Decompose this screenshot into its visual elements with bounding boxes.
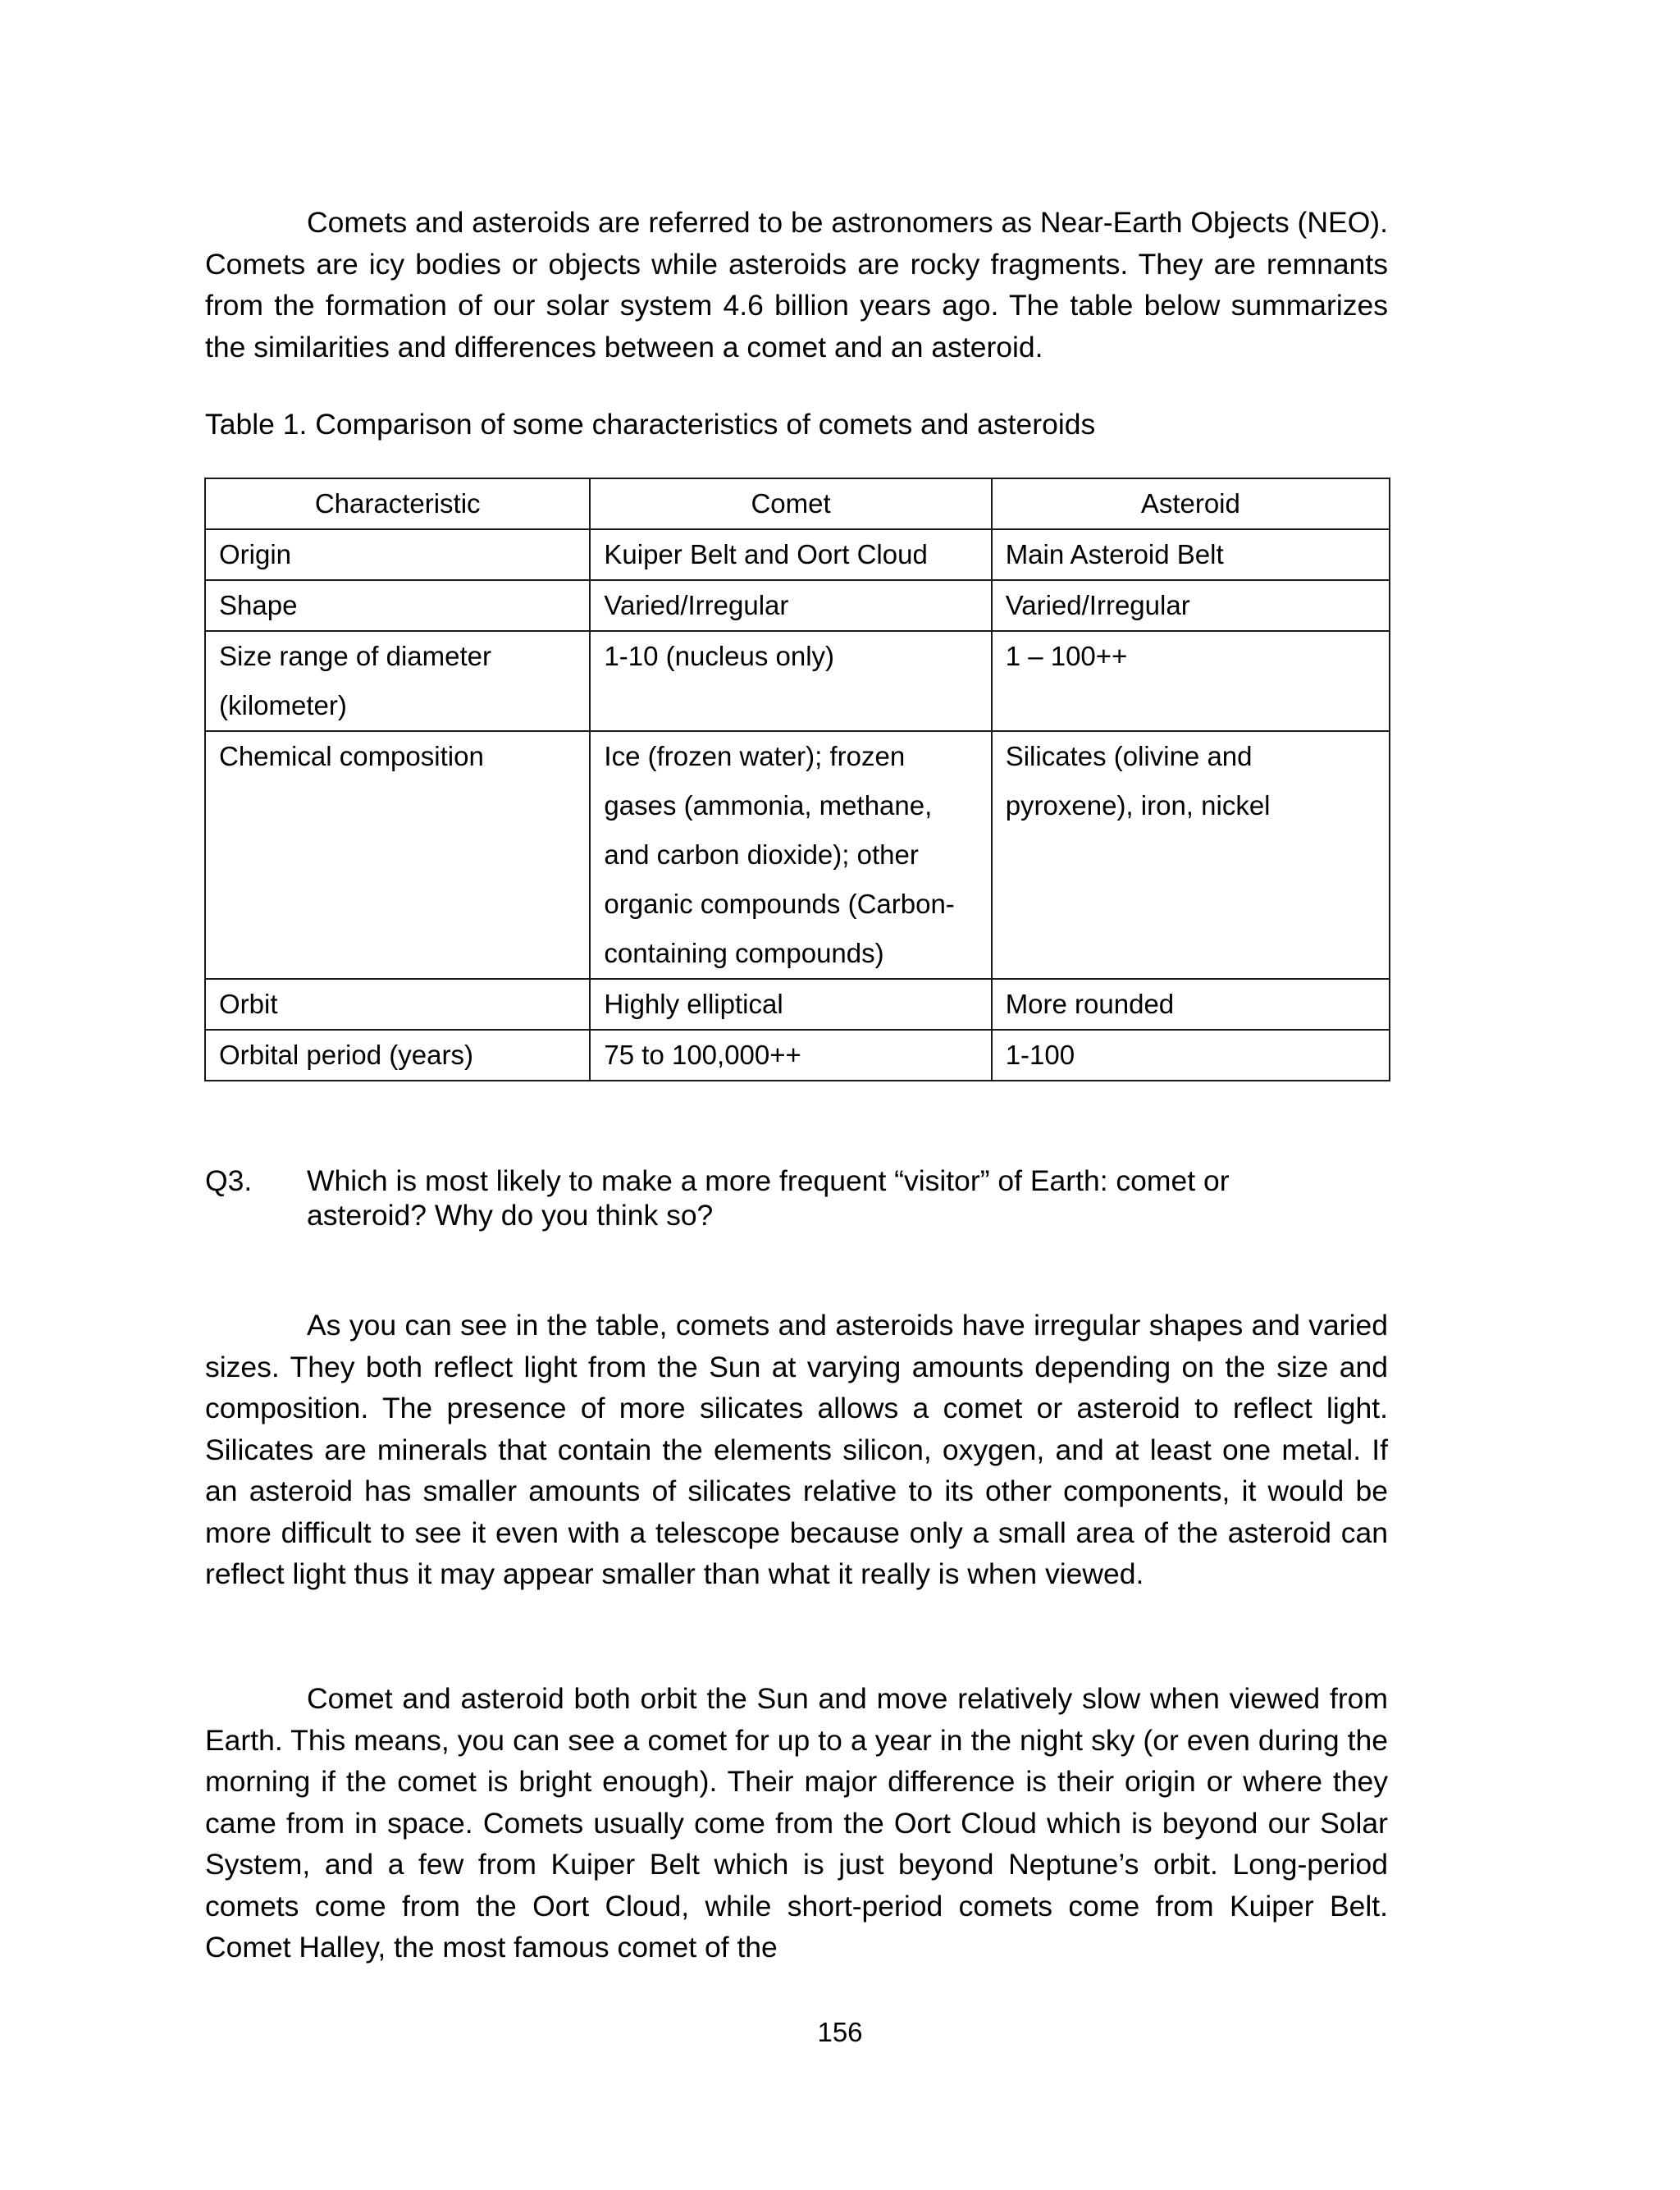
page-number: 156 — [817, 2017, 863, 2047]
comet-cell: 1-10 (nucleus only) — [590, 631, 991, 731]
table-row — [205, 529, 1390, 580]
asteroid-cell: 1-100 — [992, 1030, 1390, 1081]
table-row — [205, 731, 1390, 979]
header-asteroid: Asteroid — [992, 478, 1390, 529]
row-label: Shape — [205, 580, 590, 631]
asteroid-cell: Varied/Irregular — [992, 580, 1390, 631]
intro-paragraph: Comets and asteroids are referred to be astronomers as Near-Earth Objects (NEO). Comets are icy bodies or objects while asteroids are rocky fragments. They are remnants from the formation of our solar system 4.6 billion years ago. The table below summarizes the similarities and differences between a comet and an asteroid. — [205, 206, 1388, 363]
comet-cell: Highly elliptical — [590, 979, 991, 1030]
orbit-paragraph: Comet and asteroid both orbit the Sun and move relatively slow when viewed from Earth. This means, you can see a comet for up to a year in the night sky (or even during the morning if the comet is bright enough). Their major difference is their origin or where they came from in space. Comets usually come from the Oort Cloud which is beyond our Solar System, and a few from Kuiper Belt which is just beyond Neptune’s orbit. Long-period comets come from the Oort Cloud, while short-period comets come from Kuiper Belt. Comet Halley, the most famous comet of the — [205, 1682, 1388, 1964]
table-row — [205, 1030, 1390, 1081]
row-label: Chemical composition — [205, 731, 590, 979]
table-row — [205, 580, 1390, 631]
header-characteristic: Characteristic — [205, 478, 590, 529]
row-label: Orbital period (years) — [205, 1030, 590, 1081]
header-comet: Comet — [590, 478, 991, 529]
asteroid-cell: Main Asteroid Belt — [992, 529, 1390, 580]
comet-cell: Ice (frozen water); frozen gases (ammonia, methane, and carbon dioxide); other organic compounds (Carbon-containing compounds) — [590, 731, 991, 979]
asteroid-cell: 1 – 100++ — [992, 631, 1390, 731]
comet-cell: 75 to 100,000++ — [590, 1030, 991, 1081]
reflection-paragraph: As you can see in the table, comets and asteroids have irregular shapes and varied sizes. They both reflect light from the Sun at varying amounts depending on the size and composition. The presence of more silicates allows a comet or asteroid to reflect light. Silicates are minerals that contain the elements silicon, oxygen, and at least one metal. If an asteroid has smaller amounts of silicates relative to its other components, it would be more difficult to see it even with a telescope because only a small area of the asteroid can reflect light thus it may appear smaller than what it really is when viewed. — [205, 1309, 1388, 1590]
table-row — [205, 631, 1390, 731]
asteroid-cell: Silicates (olivine and pyroxene), iron, nickel — [992, 731, 1390, 979]
comparison-table — [204, 478, 1390, 1081]
question-text: Which is most likely to make a more frequent “visitor” of Earth: comet or asteroid? Why do you think so? — [307, 1164, 1230, 1232]
table-header-row — [205, 478, 1390, 529]
comet-cell: Kuiper Belt and Oort Cloud — [590, 529, 991, 580]
table-caption: Table 1. Comparison of some characteristics of comets and asteroids — [205, 408, 1096, 441]
comet-cell: Varied/Irregular — [590, 580, 991, 631]
row-label: Size range of diameter (kilometer) — [205, 631, 590, 731]
row-label: Origin — [205, 529, 590, 580]
asteroid-cell: More rounded — [992, 979, 1390, 1030]
question-number: Q3. — [205, 1164, 253, 1197]
table-row — [205, 979, 1390, 1030]
row-label: Orbit — [205, 979, 590, 1030]
